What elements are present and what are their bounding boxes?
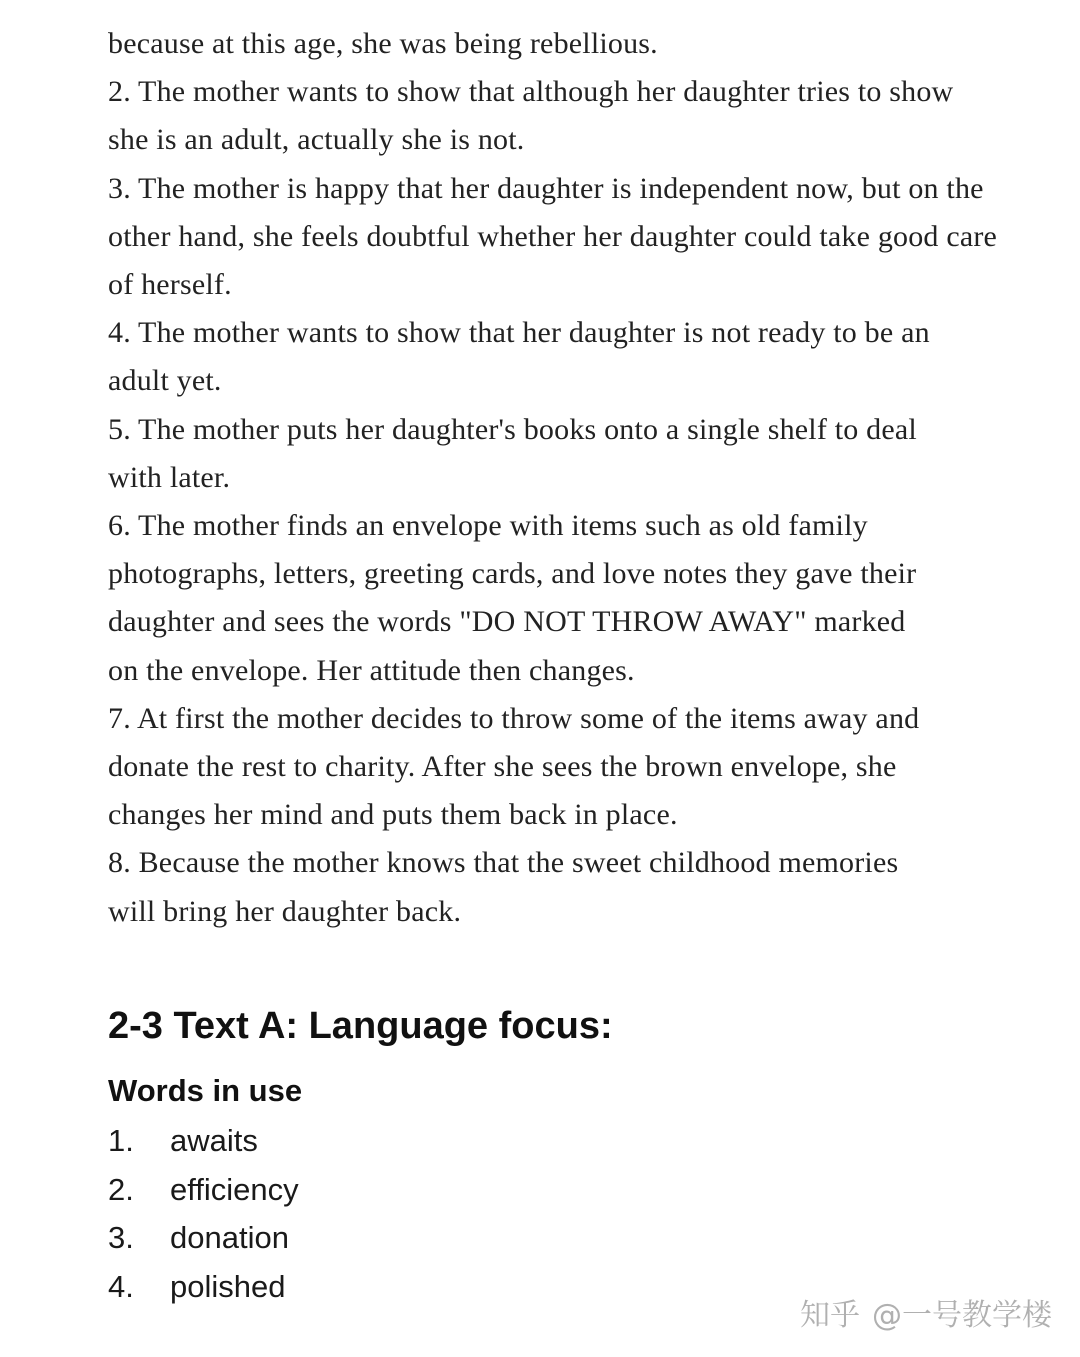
- list-item: [108, 1117, 299, 1166]
- answer-paragraph-2: 2. The mother wants to show that although her daughter tries to show she is an adult, actually she is not.: [108, 75, 954, 157]
- item-word: efficiency: [170, 1171, 299, 1207]
- subsection-heading: Words in use: [108, 1073, 303, 1108]
- answer-paragraph-7: 7. At first the mother decides to throw some of the items away and donate the rest to charity. After she sees the brown envelope, she changes her mind and puts them back in place.: [108, 701, 920, 832]
- answer-paragraph-6: 6. The mother finds an envelope with items such as old family photographs, letters, greeting cards, and love notes they gave their daughter and sees the words "DO NOT THROW AWAY" marked on the envelope. Her attitude then changes.: [108, 509, 917, 687]
- answer-paragraph-3: 3. The mother is happy that her daughter is independent now, but on the other hand, she feels doubtful whether her daughter could take good care of herself.: [108, 171, 998, 302]
- item-word: polished: [170, 1268, 286, 1304]
- list-item: [108, 1214, 299, 1263]
- answer-paragraph-5: 5. The mother puts her daughter's books onto a single shelf to deal with later.: [108, 412, 917, 494]
- section-heading: 2-3 Text A: Language focus:: [108, 1005, 613, 1047]
- item-word: donation: [170, 1220, 289, 1255]
- item-word: awaits: [170, 1123, 258, 1158]
- list-item: [108, 1263, 299, 1312]
- answer-paragraph-1-continued: because at this age, she was being rebellious.: [108, 27, 658, 60]
- item-number: 2.: [108, 1171, 134, 1207]
- watermark-account: @一号教学楼: [872, 1298, 1052, 1333]
- item-number: 4.: [108, 1268, 134, 1304]
- item-number: 3.: [108, 1220, 134, 1255]
- answer-paragraph-4: 4. The mother wants to show that her daughter is not ready to be an adult yet.: [108, 316, 930, 398]
- list-item: [108, 1166, 299, 1215]
- watermark: [800, 1290, 1052, 1334]
- answer-text-block: [108, 20, 1008, 936]
- item-number: 1.: [108, 1123, 134, 1158]
- words-in-use-list: [108, 1117, 299, 1311]
- watermark-platform: 知乎: [800, 1298, 860, 1333]
- answer-paragraph-8: 8. Because the mother knows that the sweet childhood memories will bring her daughter back.: [108, 846, 899, 928]
